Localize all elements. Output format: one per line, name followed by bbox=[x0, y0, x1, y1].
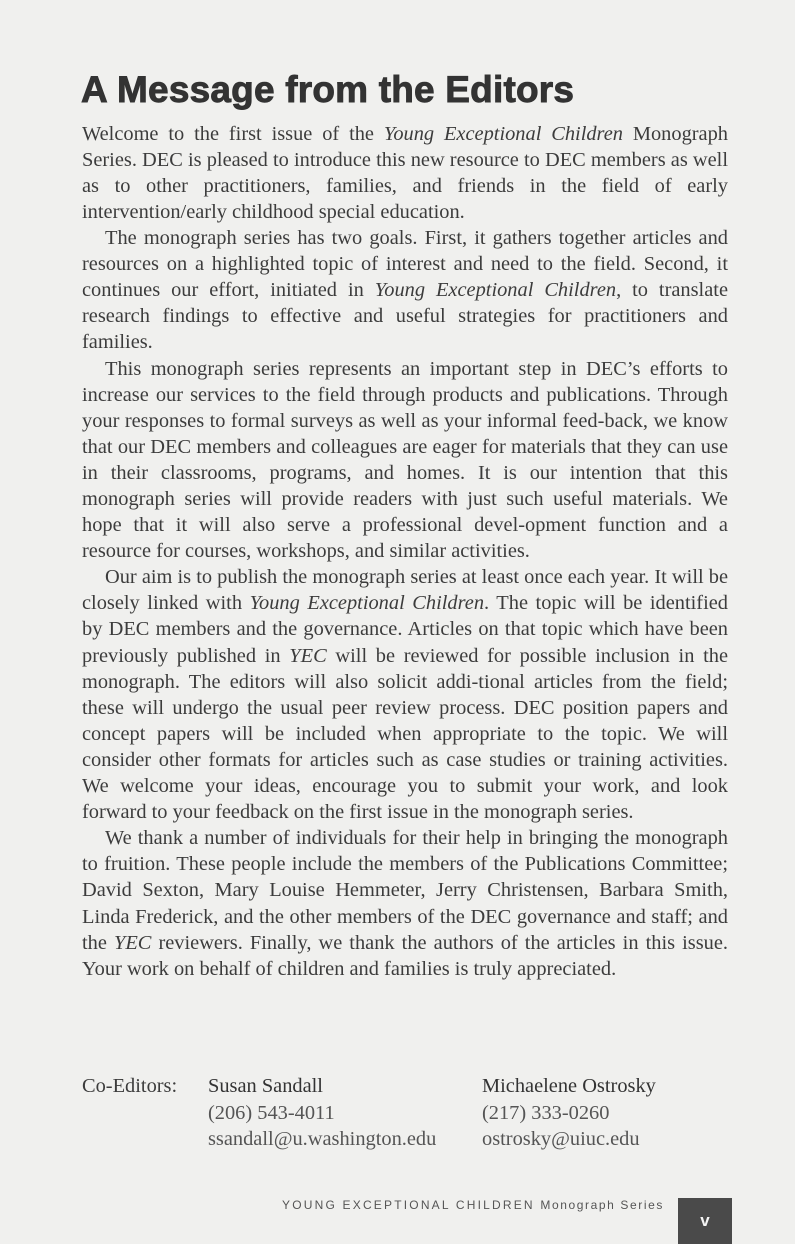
paragraph: This monograph series represents an important step in DEC’s efforts to increase our services to the field through products and publications. Through your responses to formal surveys as well as your informal feed-back, we know that our DEC members and colleagues are eager for materials that they can use in their classrooms, programs, and homes. It is our intention that this monograph series will provide readers with just such useful materials. We hope that it will also serve a professional devel-opment function and a resource for courses, workshops, and similar activities. bbox=[82, 357, 728, 563]
editor-phone: (217) 333-0260 bbox=[482, 1101, 610, 1124]
page-content bbox=[82, 70, 728, 982]
paragraph: Welcome to the first issue of the Young Exceptional Children Monograph Series. DEC is pleased to introduce this new resource to DEC members as well as to other practitioners, families, and friends in the field of early intervention/early childhood special education. bbox=[82, 122, 728, 223]
italic-title: Young Exceptional Children bbox=[374, 279, 617, 302]
italic-title: YEC bbox=[289, 644, 327, 667]
editor-phone: (206) 543-4011 bbox=[208, 1101, 335, 1124]
paragraph: The monograph series has two goals. First, it gathers together articles and resources on a highlighted topic of interest and need to the field. Second, it continues our effort, initiated in Young Exceptional Children, to translate research findings to effective and useful strategies for practitioners and families. bbox=[82, 227, 728, 354]
series-name: Monograph Series bbox=[540, 1198, 665, 1212]
italic-title: Young Exceptional Children bbox=[249, 592, 485, 615]
editor-name: Susan Sandall bbox=[208, 1075, 323, 1097]
running-head: YOUNG EXCEPTIONAL CHILDREN bbox=[282, 1198, 535, 1212]
italic-title: YEC bbox=[113, 931, 152, 954]
page-title: A Message from the Editors bbox=[81, 69, 575, 110]
editors-message-body bbox=[82, 121, 728, 982]
editor-email[interactable]: ssandall@u.washington.edu bbox=[208, 1128, 437, 1150]
running-footer bbox=[282, 1198, 664, 1212]
paragraph: Our aim is to publish the monograph series at least once each year. It will be closely linked with Young Exceptional Children. The topic will be identified by DEC members and the governance. Articles on that topic which have been previously published in YEC will be reviewed for possible inclusion in the monograph. The editors will also solicit addi-tional articles from the field; these will undergo the usual peer review process. DEC position papers and concept papers will be included when appropriate to the topic. We will consider other formats for articles such as case studies or training activities. We welcome your ideas, encourage you to submit your work, and look forward to your feedback on the first issue in the monograph series. bbox=[82, 566, 729, 824]
editor-contact bbox=[208, 1073, 436, 1153]
page-number: v bbox=[700, 1211, 710, 1230]
editor-contact bbox=[482, 1073, 656, 1153]
page-number-tab bbox=[678, 1198, 732, 1244]
editor-name: Michaelene Ostrosky bbox=[482, 1075, 656, 1097]
paragraph: We thank a number of individuals for their help in bringing the monograph to fruition. These people include the members of the Publications Committee; David Sexton, Mary Louise Hemmeter, Jerry Christensen, Barbara Smith, Linda Frederick, and the other members of the DEC governance and staff; and the YEC reviewers. Finally, we thank the authors of the articles in this issue. Your work on behalf of children and families is truly appreciated. bbox=[82, 827, 728, 980]
co-editors-label: Co-Editors: bbox=[82, 1075, 178, 1097]
editor-email[interactable]: ostrosky@uiuc.edu bbox=[482, 1128, 640, 1150]
italic-title: Young Exceptional Children bbox=[383, 122, 623, 145]
